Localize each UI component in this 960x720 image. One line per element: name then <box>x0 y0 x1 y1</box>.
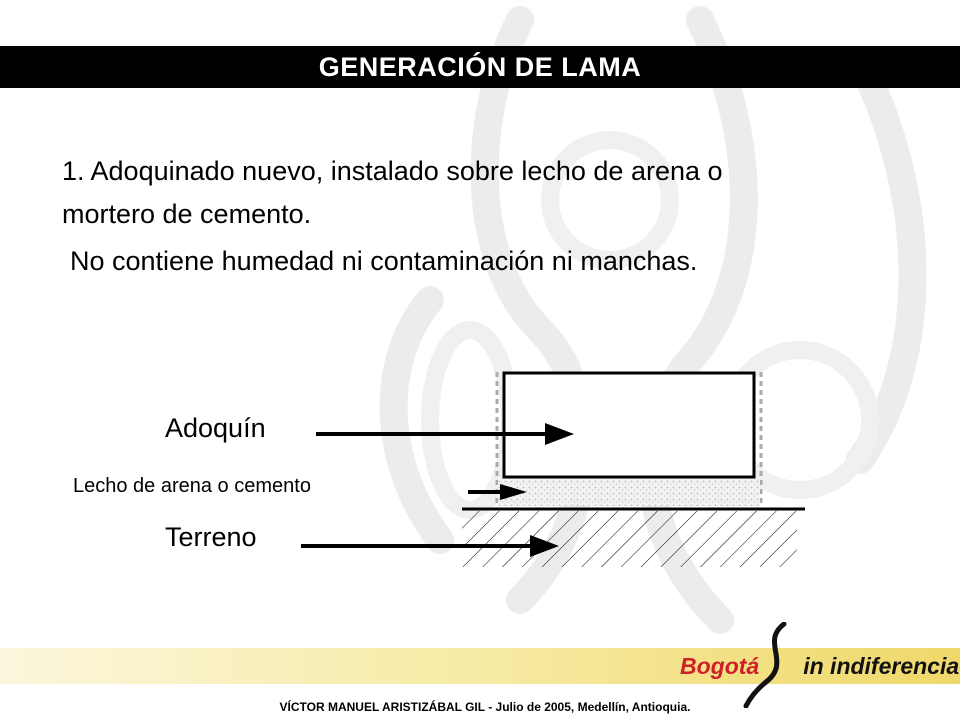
ground-hatch <box>462 511 797 567</box>
brand-part-2: in indiferencia <box>803 653 960 679</box>
brand-logo-text <box>680 648 959 684</box>
label-lecho: Lecho de arena o cemento <box>73 475 311 497</box>
paver-block <box>504 373 754 477</box>
sand-bed <box>498 478 760 506</box>
author-credit: VÍCTOR MANUEL ARISTIZÁBAL GIL - Julio de 2005, Medellín, Antioquia. <box>279 700 691 714</box>
body-line-2: mortero de cemento. <box>62 199 312 229</box>
body-line-1: 1. Adoquinado nuevo, instalado sobre lecho de arena o <box>62 156 723 186</box>
label-adoquin: Adoquín <box>165 413 266 443</box>
slide-title: GENERACIÓN DE LAMA <box>318 52 642 82</box>
body-line-3: No contiene humedad ni contaminación ni manchas. <box>70 246 698 276</box>
brand-part-1: Bogotá <box>680 653 760 679</box>
label-terreno: Terreno <box>165 522 257 552</box>
